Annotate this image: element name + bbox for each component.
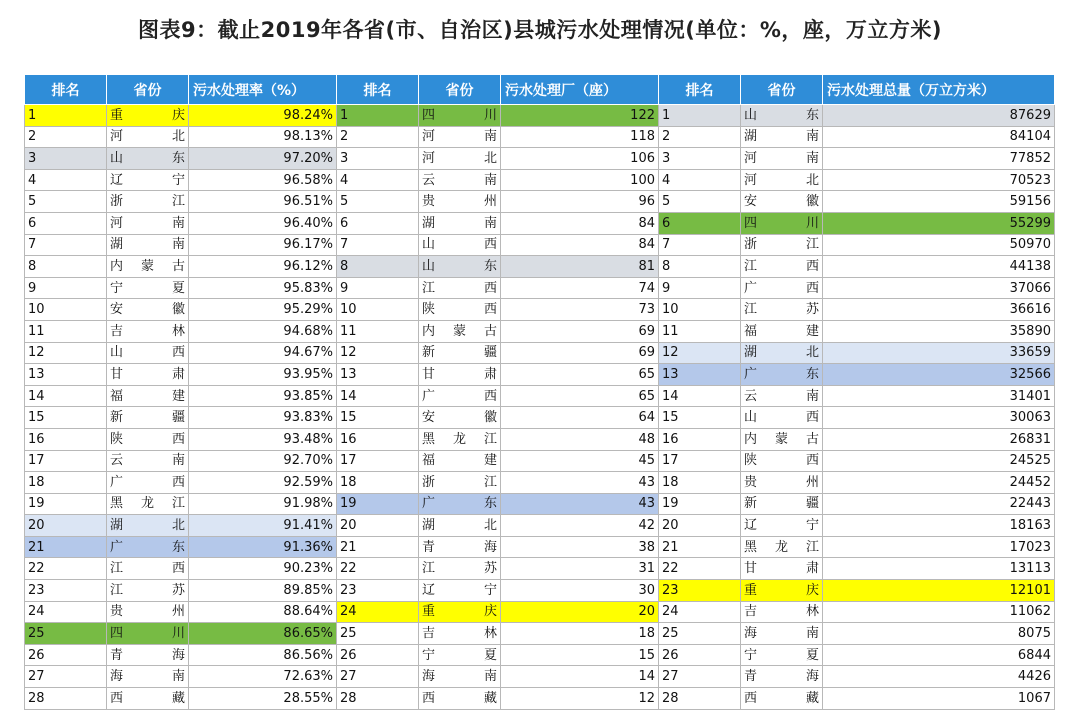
- volume-cell-3: 59156: [823, 191, 1055, 213]
- province-cell-3: 辽宁: [741, 515, 823, 537]
- rank-cell-2: 13: [337, 364, 419, 386]
- province-cell-1: 安徽: [107, 299, 189, 321]
- province-cell-2: 甘肃: [419, 364, 501, 386]
- page-title: 图表9：截止2019年各省(市、自治区)县城污水处理情况(单位：%，座，万立方米): [138, 18, 942, 42]
- rate-cell-1: 95.29%: [189, 299, 337, 321]
- rate-cell-1: 28.55%: [189, 688, 337, 710]
- volume-cell-3: 55299: [823, 212, 1055, 234]
- rank-cell-3: 7: [659, 234, 741, 256]
- header-province-1: 省份: [107, 75, 189, 105]
- province-cell-3: 江苏: [741, 299, 823, 321]
- rank-cell-2: 23: [337, 580, 419, 602]
- plants-cell-2: 81: [501, 256, 659, 278]
- rank-cell-3: 16: [659, 428, 741, 450]
- header-rank-1: 排名: [25, 75, 107, 105]
- province-cell-3: 贵州: [741, 472, 823, 494]
- rate-cell-1: 91.41%: [189, 515, 337, 537]
- rank-cell-3: 18: [659, 472, 741, 494]
- rank-cell-3: 21: [659, 536, 741, 558]
- rate-cell-1: 96.40%: [189, 212, 337, 234]
- table-row: [25, 277, 1055, 299]
- province-cell-2: 山西: [419, 234, 501, 256]
- table-row: [25, 515, 1055, 537]
- province-cell-3: 湖南: [741, 126, 823, 148]
- rank-cell-1: 21: [25, 536, 107, 558]
- rank-cell-2: 26: [337, 644, 419, 666]
- volume-cell-3: 22443: [823, 493, 1055, 515]
- province-cell-1: 山东: [107, 148, 189, 170]
- rank-cell-3: 20: [659, 515, 741, 537]
- province-cell-3: 浙江: [741, 234, 823, 256]
- table-row: [25, 666, 1055, 688]
- plants-cell-2: 43: [501, 493, 659, 515]
- province-cell-1: 湖北: [107, 515, 189, 537]
- province-cell-1: 广西: [107, 472, 189, 494]
- rank-cell-3: 8: [659, 256, 741, 278]
- rate-cell-1: 94.67%: [189, 342, 337, 364]
- header-rank-3: 排名: [659, 75, 741, 105]
- province-cell-3: 青海: [741, 666, 823, 688]
- rate-cell-1: 92.59%: [189, 472, 337, 494]
- table-row: [25, 148, 1055, 170]
- rate-cell-1: 91.36%: [189, 536, 337, 558]
- table-row: [25, 342, 1055, 364]
- table-row: [25, 623, 1055, 645]
- rank-cell-3: 19: [659, 493, 741, 515]
- province-cell-1: 江西: [107, 558, 189, 580]
- rank-cell-1: 10: [25, 299, 107, 321]
- province-cell-2: 湖北: [419, 515, 501, 537]
- rate-cell-1: 93.85%: [189, 385, 337, 407]
- table-row: [25, 428, 1055, 450]
- table-row: [25, 558, 1055, 580]
- rate-cell-1: 97.20%: [189, 148, 337, 170]
- rank-cell-2: 15: [337, 407, 419, 429]
- plants-cell-2: 74: [501, 277, 659, 299]
- rank-cell-2: 14: [337, 385, 419, 407]
- table-row: [25, 299, 1055, 321]
- province-cell-1: 广东: [107, 536, 189, 558]
- plants-cell-2: 15: [501, 644, 659, 666]
- table-row: [25, 234, 1055, 256]
- rank-cell-2: 17: [337, 450, 419, 472]
- rank-cell-1: 4: [25, 169, 107, 191]
- province-cell-2: 广东: [419, 493, 501, 515]
- province-cell-1: 浙江: [107, 191, 189, 213]
- table-row: [25, 169, 1055, 191]
- province-cell-3: 云南: [741, 385, 823, 407]
- province-cell-3: 吉林: [741, 601, 823, 623]
- table-row: [25, 320, 1055, 342]
- province-cell-3: 山西: [741, 407, 823, 429]
- volume-cell-3: 31401: [823, 385, 1055, 407]
- province-cell-2: 广西: [419, 385, 501, 407]
- volume-cell-3: 12101: [823, 580, 1055, 602]
- volume-cell-3: 6844: [823, 644, 1055, 666]
- volume-cell-3: 30063: [823, 407, 1055, 429]
- province-cell-1: 内蒙古: [107, 256, 189, 278]
- province-cell-2: 海南: [419, 666, 501, 688]
- rank-cell-3: 11: [659, 320, 741, 342]
- volume-cell-3: 77852: [823, 148, 1055, 170]
- rank-cell-3: 3: [659, 148, 741, 170]
- rank-cell-1: 1: [25, 105, 107, 127]
- province-cell-1: 河南: [107, 212, 189, 234]
- rank-cell-2: 9: [337, 277, 419, 299]
- rank-cell-3: 23: [659, 580, 741, 602]
- rank-cell-1: 22: [25, 558, 107, 580]
- rank-cell-3: 13: [659, 364, 741, 386]
- table-row: [25, 493, 1055, 515]
- rank-cell-3: 17: [659, 450, 741, 472]
- province-cell-3: 广东: [741, 364, 823, 386]
- rank-cell-3: 27: [659, 666, 741, 688]
- volume-cell-3: 37066: [823, 277, 1055, 299]
- province-cell-2: 内蒙古: [419, 320, 501, 342]
- rank-cell-2: 24: [337, 601, 419, 623]
- province-cell-1: 新疆: [107, 407, 189, 429]
- rank-cell-2: 21: [337, 536, 419, 558]
- rank-cell-2: 7: [337, 234, 419, 256]
- table-row: [25, 407, 1055, 429]
- volume-cell-3: 18163: [823, 515, 1055, 537]
- rate-cell-1: 98.13%: [189, 126, 337, 148]
- province-cell-3: 内蒙古: [741, 428, 823, 450]
- rate-cell-1: 86.65%: [189, 623, 337, 645]
- province-cell-2: 青海: [419, 536, 501, 558]
- province-cell-1: 黑龙江: [107, 493, 189, 515]
- rate-cell-1: 91.98%: [189, 493, 337, 515]
- province-cell-1: 四川: [107, 623, 189, 645]
- rank-cell-1: 26: [25, 644, 107, 666]
- plants-cell-2: 73: [501, 299, 659, 321]
- rank-cell-3: 28: [659, 688, 741, 710]
- volume-cell-3: 4426: [823, 666, 1055, 688]
- rate-cell-1: 94.68%: [189, 320, 337, 342]
- rank-cell-2: 3: [337, 148, 419, 170]
- rank-cell-1: 20: [25, 515, 107, 537]
- table-row: [25, 385, 1055, 407]
- province-cell-2: 陕西: [419, 299, 501, 321]
- rate-cell-1: 93.83%: [189, 407, 337, 429]
- province-cell-2: 四川: [419, 105, 501, 127]
- rank-cell-3: 24: [659, 601, 741, 623]
- rate-cell-1: 96.12%: [189, 256, 337, 278]
- plants-cell-2: 43: [501, 472, 659, 494]
- volume-cell-3: 24525: [823, 450, 1055, 472]
- province-cell-2: 山东: [419, 256, 501, 278]
- plants-cell-2: 65: [501, 385, 659, 407]
- province-cell-1: 河北: [107, 126, 189, 148]
- rank-cell-1: 6: [25, 212, 107, 234]
- table-row: [25, 644, 1055, 666]
- province-cell-3: 重庆: [741, 580, 823, 602]
- province-cell-1: 甘肃: [107, 364, 189, 386]
- table-body: [25, 105, 1055, 710]
- rank-cell-1: 23: [25, 580, 107, 602]
- rate-cell-1: 95.83%: [189, 277, 337, 299]
- volume-cell-3: 13113: [823, 558, 1055, 580]
- rank-cell-1: 15: [25, 407, 107, 429]
- rate-cell-1: 96.51%: [189, 191, 337, 213]
- rank-cell-3: 1: [659, 105, 741, 127]
- volume-cell-3: 87629: [823, 105, 1055, 127]
- rate-cell-1: 93.95%: [189, 364, 337, 386]
- province-cell-3: 广西: [741, 277, 823, 299]
- rate-cell-1: 88.64%: [189, 601, 337, 623]
- rank-cell-1: 12: [25, 342, 107, 364]
- rank-cell-3: 12: [659, 342, 741, 364]
- table-row: [25, 212, 1055, 234]
- plants-cell-2: 38: [501, 536, 659, 558]
- plants-cell-2: 118: [501, 126, 659, 148]
- table-row: [25, 580, 1055, 602]
- province-cell-2: 吉林: [419, 623, 501, 645]
- rank-cell-1: 3: [25, 148, 107, 170]
- rank-cell-3: 6: [659, 212, 741, 234]
- rank-cell-1: 27: [25, 666, 107, 688]
- volume-cell-3: 70523: [823, 169, 1055, 191]
- table-row: [25, 364, 1055, 386]
- volume-cell-3: 24452: [823, 472, 1055, 494]
- table-row: [25, 688, 1055, 710]
- rate-cell-1: 96.17%: [189, 234, 337, 256]
- plants-cell-2: 14: [501, 666, 659, 688]
- rank-cell-1: 2: [25, 126, 107, 148]
- rank-cell-2: 10: [337, 299, 419, 321]
- rate-cell-1: 89.85%: [189, 580, 337, 602]
- table-row: [25, 536, 1055, 558]
- province-cell-1: 云南: [107, 450, 189, 472]
- province-cell-1: 青海: [107, 644, 189, 666]
- province-cell-2: 西藏: [419, 688, 501, 710]
- rank-cell-1: 24: [25, 601, 107, 623]
- rank-cell-3: 25: [659, 623, 741, 645]
- rank-cell-3: 10: [659, 299, 741, 321]
- province-cell-3: 黑龙江: [741, 536, 823, 558]
- volume-cell-3: 84104: [823, 126, 1055, 148]
- province-cell-3: 江西: [741, 256, 823, 278]
- header-treatment-rate: 污水处理率（%）: [189, 75, 337, 105]
- province-cell-3: 甘肃: [741, 558, 823, 580]
- rank-cell-2: 20: [337, 515, 419, 537]
- rank-cell-2: 4: [337, 169, 419, 191]
- rank-cell-1: 18: [25, 472, 107, 494]
- plants-cell-2: 100: [501, 169, 659, 191]
- province-cell-2: 河南: [419, 126, 501, 148]
- rank-cell-3: 26: [659, 644, 741, 666]
- header-total-volume: 污水处理总量（万立方米）: [823, 75, 1055, 105]
- table-header-row: [25, 75, 1055, 105]
- header-plant-count: 污水处理厂（座）: [501, 75, 659, 105]
- rank-cell-2: 6: [337, 212, 419, 234]
- province-cell-3: 陕西: [741, 450, 823, 472]
- table-row: [25, 472, 1055, 494]
- plants-cell-2: 122: [501, 105, 659, 127]
- rank-cell-1: 7: [25, 234, 107, 256]
- province-cell-3: 新疆: [741, 493, 823, 515]
- rank-cell-2: 8: [337, 256, 419, 278]
- header-province-2: 省份: [419, 75, 501, 105]
- province-cell-2: 黑龙江: [419, 428, 501, 450]
- province-cell-1: 宁夏: [107, 277, 189, 299]
- province-cell-2: 辽宁: [419, 580, 501, 602]
- volume-cell-3: 32566: [823, 364, 1055, 386]
- rank-cell-1: 11: [25, 320, 107, 342]
- table-row: [25, 126, 1055, 148]
- province-cell-2: 浙江: [419, 472, 501, 494]
- province-cell-3: 四川: [741, 212, 823, 234]
- volume-cell-3: 17023: [823, 536, 1055, 558]
- sewage-table: [24, 74, 1055, 710]
- province-cell-3: 宁夏: [741, 644, 823, 666]
- header-rank-2: 排名: [337, 75, 419, 105]
- plants-cell-2: 65: [501, 364, 659, 386]
- rank-cell-1: 19: [25, 493, 107, 515]
- rank-cell-3: 9: [659, 277, 741, 299]
- rank-cell-2: 12: [337, 342, 419, 364]
- plants-cell-2: 20: [501, 601, 659, 623]
- rank-cell-2: 28: [337, 688, 419, 710]
- province-cell-3: 西藏: [741, 688, 823, 710]
- rank-cell-2: 1: [337, 105, 419, 127]
- volume-cell-3: 44138: [823, 256, 1055, 278]
- rank-cell-2: 27: [337, 666, 419, 688]
- rank-cell-1: 25: [25, 623, 107, 645]
- province-cell-2: 重庆: [419, 601, 501, 623]
- province-cell-2: 福建: [419, 450, 501, 472]
- province-cell-2: 新疆: [419, 342, 501, 364]
- plants-cell-2: 84: [501, 212, 659, 234]
- province-cell-2: 江西: [419, 277, 501, 299]
- province-cell-3: 湖北: [741, 342, 823, 364]
- province-cell-3: 海南: [741, 623, 823, 645]
- plants-cell-2: 106: [501, 148, 659, 170]
- rank-cell-2: 16: [337, 428, 419, 450]
- plants-cell-2: 12: [501, 688, 659, 710]
- volume-cell-3: 8075: [823, 623, 1055, 645]
- plants-cell-2: 48: [501, 428, 659, 450]
- volume-cell-3: 26831: [823, 428, 1055, 450]
- province-cell-2: 安徽: [419, 407, 501, 429]
- plants-cell-2: 45: [501, 450, 659, 472]
- province-cell-2: 河北: [419, 148, 501, 170]
- province-cell-1: 江苏: [107, 580, 189, 602]
- province-cell-1: 贵州: [107, 601, 189, 623]
- rank-cell-1: 5: [25, 191, 107, 213]
- volume-cell-3: 33659: [823, 342, 1055, 364]
- volume-cell-3: 11062: [823, 601, 1055, 623]
- province-cell-1: 陕西: [107, 428, 189, 450]
- province-cell-3: 河北: [741, 169, 823, 191]
- rank-cell-1: 13: [25, 364, 107, 386]
- rank-cell-3: 4: [659, 169, 741, 191]
- province-cell-1: 辽宁: [107, 169, 189, 191]
- rank-cell-3: 14: [659, 385, 741, 407]
- volume-cell-3: 1067: [823, 688, 1055, 710]
- volume-cell-3: 35890: [823, 320, 1055, 342]
- rank-cell-2: 25: [337, 623, 419, 645]
- province-cell-1: 山西: [107, 342, 189, 364]
- table-row: [25, 256, 1055, 278]
- province-cell-1: 西藏: [107, 688, 189, 710]
- rank-cell-3: 15: [659, 407, 741, 429]
- rank-cell-1: 8: [25, 256, 107, 278]
- rank-cell-2: 18: [337, 472, 419, 494]
- province-cell-1: 湖南: [107, 234, 189, 256]
- province-cell-3: 河南: [741, 148, 823, 170]
- province-cell-1: 福建: [107, 385, 189, 407]
- volume-cell-3: 50970: [823, 234, 1055, 256]
- rank-cell-2: 5: [337, 191, 419, 213]
- province-cell-2: 宁夏: [419, 644, 501, 666]
- rate-cell-1: 86.56%: [189, 644, 337, 666]
- plants-cell-2: 84: [501, 234, 659, 256]
- plants-cell-2: 64: [501, 407, 659, 429]
- province-cell-1: 吉林: [107, 320, 189, 342]
- header-province-3: 省份: [741, 75, 823, 105]
- province-cell-3: 山东: [741, 105, 823, 127]
- table-row: [25, 191, 1055, 213]
- volume-cell-3: 36616: [823, 299, 1055, 321]
- rank-cell-3: 2: [659, 126, 741, 148]
- plants-cell-2: 69: [501, 342, 659, 364]
- province-cell-3: 安徽: [741, 191, 823, 213]
- rank-cell-2: 19: [337, 493, 419, 515]
- table-row: [25, 450, 1055, 472]
- province-cell-3: 福建: [741, 320, 823, 342]
- plants-cell-2: 31: [501, 558, 659, 580]
- rate-cell-1: 72.63%: [189, 666, 337, 688]
- rank-cell-1: 16: [25, 428, 107, 450]
- plants-cell-2: 42: [501, 515, 659, 537]
- province-cell-2: 江苏: [419, 558, 501, 580]
- rank-cell-2: 11: [337, 320, 419, 342]
- rank-cell-1: 14: [25, 385, 107, 407]
- province-cell-2: 贵州: [419, 191, 501, 213]
- rank-cell-3: 5: [659, 191, 741, 213]
- rate-cell-1: 93.48%: [189, 428, 337, 450]
- rate-cell-1: 92.70%: [189, 450, 337, 472]
- province-cell-1: 海南: [107, 666, 189, 688]
- rank-cell-1: 9: [25, 277, 107, 299]
- province-cell-2: 云南: [419, 169, 501, 191]
- rank-cell-3: 22: [659, 558, 741, 580]
- rank-cell-1: 28: [25, 688, 107, 710]
- rank-cell-2: 2: [337, 126, 419, 148]
- rate-cell-1: 96.58%: [189, 169, 337, 191]
- plants-cell-2: 18: [501, 623, 659, 645]
- rank-cell-1: 17: [25, 450, 107, 472]
- province-cell-1: 重庆: [107, 105, 189, 127]
- plants-cell-2: 96: [501, 191, 659, 213]
- province-cell-2: 湖南: [419, 212, 501, 234]
- plants-cell-2: 69: [501, 320, 659, 342]
- plants-cell-2: 30: [501, 580, 659, 602]
- rate-cell-1: 90.23%: [189, 558, 337, 580]
- rank-cell-2: 22: [337, 558, 419, 580]
- table-row: [25, 105, 1055, 127]
- rate-cell-1: 98.24%: [189, 105, 337, 127]
- table-row: [25, 601, 1055, 623]
